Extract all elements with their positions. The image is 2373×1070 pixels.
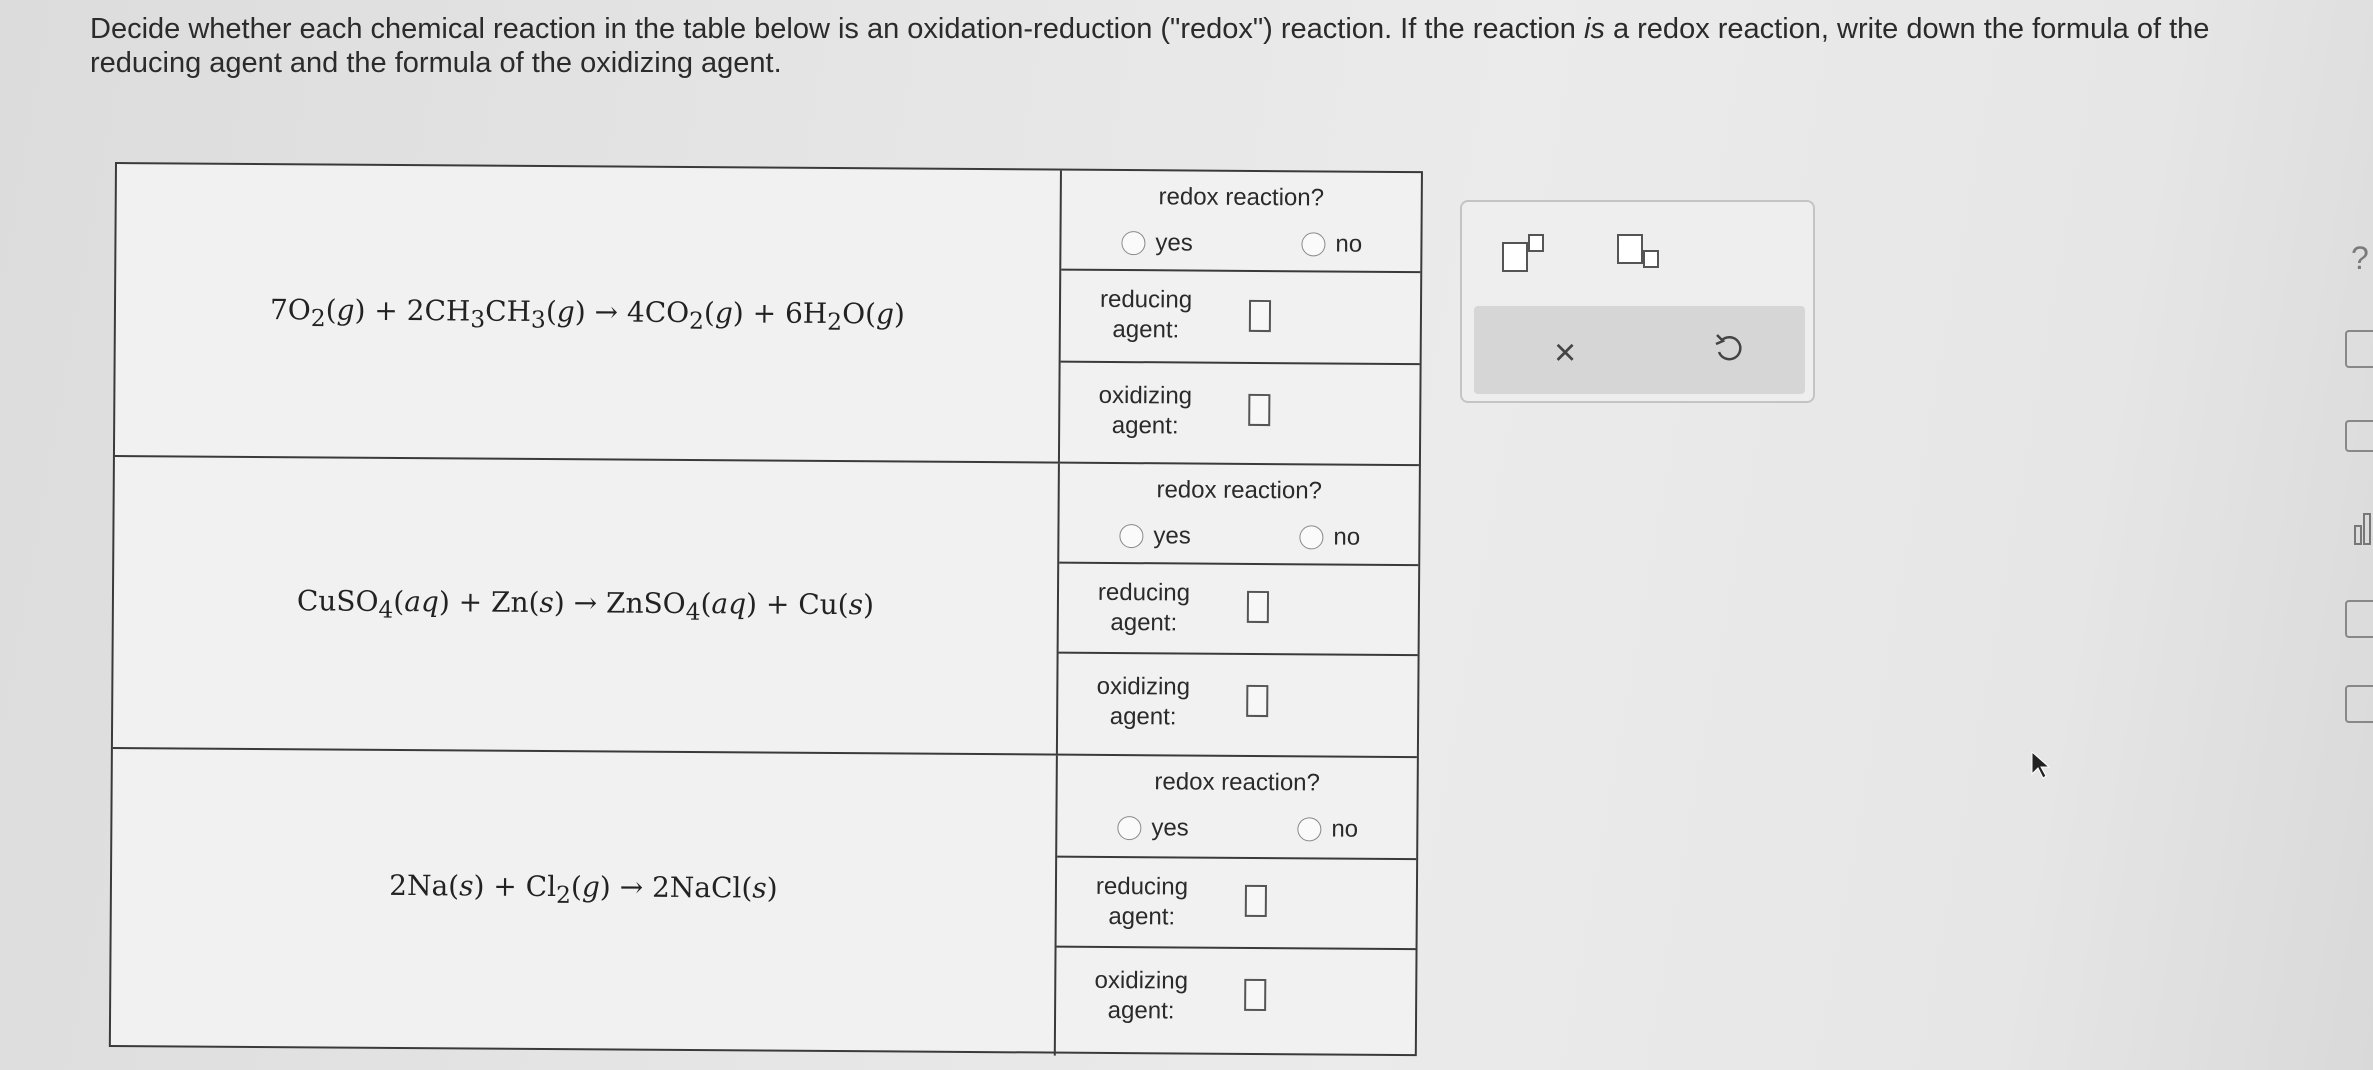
palette-action-bar [1474,306,1805,394]
answer-cell [1056,756,1417,1058]
subscript-icon[interactable] [1617,232,1657,272]
equation-cell [113,457,1060,754]
mouse-cursor-icon [2030,750,2052,780]
redox-question [1057,756,1417,861]
oxidizing-agent-input[interactable] [1246,685,1268,717]
redox-options [1057,812,1416,849]
oxidizing-agent-field [1056,948,1416,1057]
chart-icon[interactable] [2351,508,2373,548]
reducing-agent-input[interactable] [1245,885,1267,917]
calculator-icon[interactable] [2345,330,2373,368]
input-palette [1460,200,1815,403]
redox-question-label: redox reaction? [1158,183,1325,212]
oxidizing-agent-label: oxidizing agent: [1098,381,1193,440]
answer-cell [1060,171,1421,464]
oxidizing-agent-label: oxidizing agent: [1096,672,1191,731]
no-label: no [1335,230,1363,258]
reducing-agent-label: reducing agent: [1097,578,1191,637]
yes-radio[interactable] [1117,816,1141,840]
yes-label: yes [1155,229,1193,257]
equation-cell [115,164,1062,462]
oxidizing-agent-field [1060,363,1420,467]
reaction-row [111,749,1417,1058]
periodic-table-icon[interactable] [2345,685,2373,723]
reaction-equation: $2Na(s) + Cl_2(g)$ → 2NaCl(s) [389,868,778,909]
text-icon[interactable] [2345,600,2373,638]
redox-question [1059,464,1419,567]
equation-cell [111,749,1058,1056]
reducing-agent-input[interactable] [1249,300,1271,332]
instructions: Decide whether each chemical reaction in the table below is an oxidation-reduction ("redox") reaction. If the reaction is a redox reaction, write down the formula of the reducing agent and the formula of the oxidizing agent. [90,13,2210,79]
oxidizing-agent-input[interactable] [1244,979,1266,1011]
reaction-table [109,162,1423,1056]
reducing-agent-label: reducing agent: [1095,872,1189,931]
yes-radio[interactable] [1119,524,1143,548]
no-label: no [1333,523,1361,551]
redox-question-label: redox reaction? [1156,476,1323,505]
reaction-equation: $7O_2(g) + 2CH_3CH_3(g) \to 4CO_2(g) + 6H_2O(g)$ [269,293,906,336]
oxidizing-agent-label: oxidizing agent: [1094,966,1189,1025]
yes-label: yes [1153,522,1191,550]
reducing-agent-field [1061,271,1421,366]
answer-cell [1058,464,1419,756]
reducing-agent-field [1057,858,1417,951]
yes-label: yes [1151,814,1189,842]
reaction-row [115,164,1421,466]
reaction-row [113,457,1419,758]
reducing-agent-input[interactable] [1247,591,1269,623]
redox-question-label: redox reaction? [1154,768,1321,797]
clear-icon[interactable]: × [1554,332,1577,374]
no-label: no [1331,815,1359,843]
no-radio[interactable] [1297,817,1321,841]
oxidizing-agent-field [1058,654,1418,759]
no-radio[interactable] [1301,232,1325,256]
no-radio[interactable] [1299,525,1323,549]
redox-options [1059,520,1418,557]
superscript-icon[interactable] [1502,232,1542,272]
video-icon[interactable] [2345,420,2373,452]
help-icon[interactable]: ? [2351,240,2369,276]
reducing-agent-label: reducing agent: [1099,285,1193,344]
undo-icon[interactable] [1714,332,1744,366]
oxidizing-agent-input[interactable] [1248,394,1270,426]
reducing-agent-field [1059,564,1419,657]
yes-radio[interactable] [1121,231,1145,255]
redox-options [1061,227,1420,264]
redox-question [1061,171,1421,274]
reaction-equation: CuSO$_4$(aq) + Zn(s) → ZnSO$_4$(aq) + Cu(s) [296,584,875,626]
